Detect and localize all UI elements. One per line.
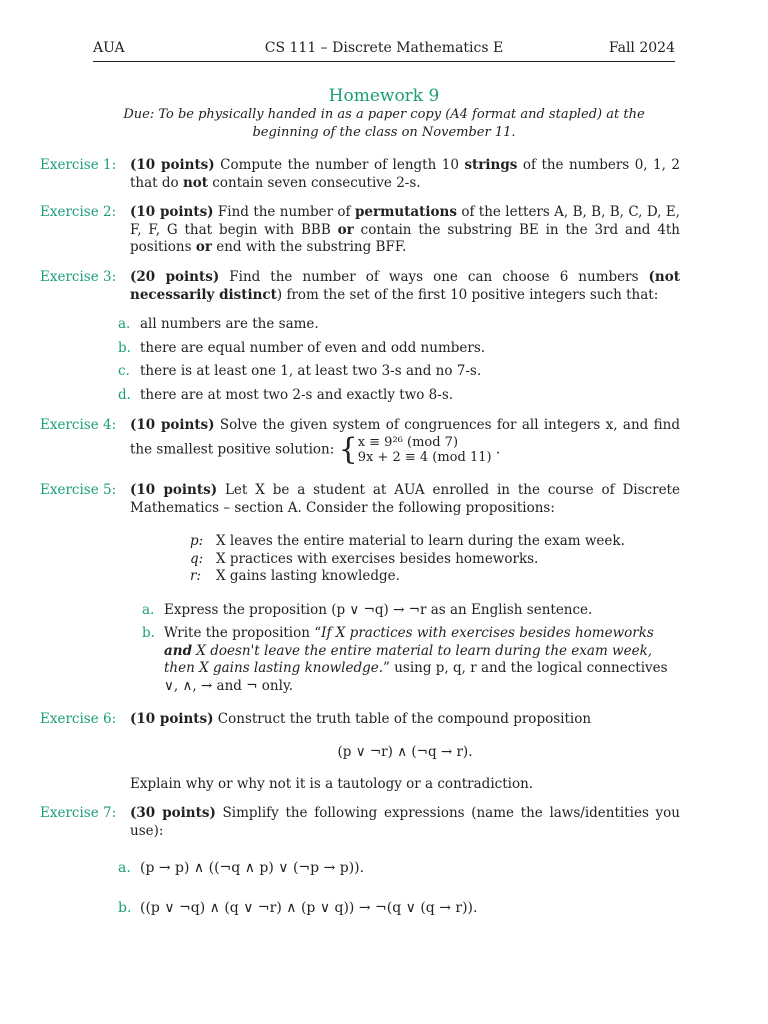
list-item: c. there is at least one 1, at least two 3-s and no 7-s. [118,363,482,379]
exercise-6: Exercise 6: (10 points) Construct the truth table of the compound proposition (p ∨ ¬r) ∧ (¬q → r). Explain why or why not it is a tautology or a contradiction. [40,711,680,794]
list-item: a. (p → p) ∧ ((¬q ∧ p) ∨ (¬p → p)). [118,860,365,876]
brace-symbol: { [338,431,358,467]
exercise-7: Exercise 7: (30 points) Simplify the following expressions (name the laws/identities you use): a. (p → p) ∧ ((¬q ∧ p) ∨ (¬p → p)). b. ((p ∨ ¬q) ∧ (q ∨ ¬r) ∧ (p ∨ q)) → ¬(q ∨ (q → r)). [40,805,680,916]
proposition-q: q: X practices with exercises besides homeworks. [190,550,539,567]
exercise-label: Exercise 2: [40,204,117,220]
header-rule [93,61,675,62]
homework-title: Homework 9 [328,86,440,106]
congruence-system: x ≡ 9²⁶ (mod 7) 9x + 2 ≡ 4 (mod 11) [357,434,492,465]
list-item: a. Express the proposition (p ∨ ¬q) → ¬r as an English sentence. [142,601,593,618]
proposition-r: r: X gains lasting knowledge. [190,568,400,584]
university: AUA [93,40,125,56]
exercise-label: Exercise 6: [40,711,117,727]
exercise-label: Exercise 1: [40,157,117,173]
exercise-4: Exercise 4: (10 points) Solve the given system of congruences for all integers x, and find the smallest positive solution: { x ≡ 9²⁶ (mod 7) 9x + 2 ≡ 4 (mod 11) . [40,417,680,467]
due-note: Due: To be physically handed in as a paper copy (A4 format and stapled) at the beginning of the class on November 11. [123,107,645,140]
page-header [93,40,675,60]
list-item: b. there are equal number of even and odd numbers. [118,339,486,356]
exercise-5: Exercise 5: (10 points) Let X be a student at AUA enrolled in the course of Discrete Mathematics – section A. Consider the following propositions: p: X leaves the entire material to learn during the exam week. q: X practices with exercises besides homeworks. r: X gains lasting knowledge. a. Express the proposition (p ∨ ¬q) → ¬r as an English sentence. b. Write the proposition “If X practices with exercises besides homeworks and X doesn't leave the entire material to learn during the exam week, then X gains lasting knowledge.” using p, q, r and the logical connectives ∨, ∧, → and ¬ only. [40,482,680,694]
exercise-2: Exercise 2: (10 points) Find the number of permutations of the letters A, B, B, B, C, D, E, F, F, G that begin with BBB or contain the substring BE in the 3rd and 4th positions or end with the substring BFF. [40,204,680,255]
list-item: d. there are at most two 2-s and exactly two 8-s. [118,386,454,403]
exercise-label: Exercise 7: [40,805,117,821]
exercise-label: Exercise 3: [40,269,117,285]
list-item: b. Write the proposition “If X practices with exercises besides homeworks and X doesn't leave the entire material to learn during the exam week, then X gains lasting knowledge.” using p, q, r and the logical connectives ∨, ∧, → and ¬ only. [142,625,668,694]
proposition-p: p: X leaves the entire material to learn during the exam week. [190,533,625,549]
exercise-label: Exercise 5: [40,482,117,498]
compound-formula: (p ∨ ¬r) ∧ (¬q → r). [337,743,473,760]
list-item: a. all numbers are the same. [118,316,319,332]
list-item: b. ((p ∨ ¬q) ∧ (q ∨ ¬r) ∧ (p ∨ q)) → ¬(q ∨ (q → r)). [118,899,478,916]
exercise-label: Exercise 4: [40,417,117,433]
course-title: CS 111 – Discrete Mathematics E [264,40,504,56]
instruction-text: Explain why or why not it is a tautology or a contradiction. [130,776,534,792]
exercise-1: Exercise 1: (10 points) Compute the number of length 10 strings of the numbers 0, 1, 2 that do not contain seven consecutive 2-s. [40,157,680,191]
exercise-3: Exercise 3: (20 points) Find the number of ways one can choose 6 numbers (not necessarily distinct) from the set of the first 10 positive integers such that: a. all numbers are the same. b. there are equal number of even and odd numbers. c. there is at least one 1, at least two 3-s and no 7-s. d. there are at most two 2-s and exactly two 8-s. [40,269,680,403]
semester: Fall 2024 [608,40,675,56]
